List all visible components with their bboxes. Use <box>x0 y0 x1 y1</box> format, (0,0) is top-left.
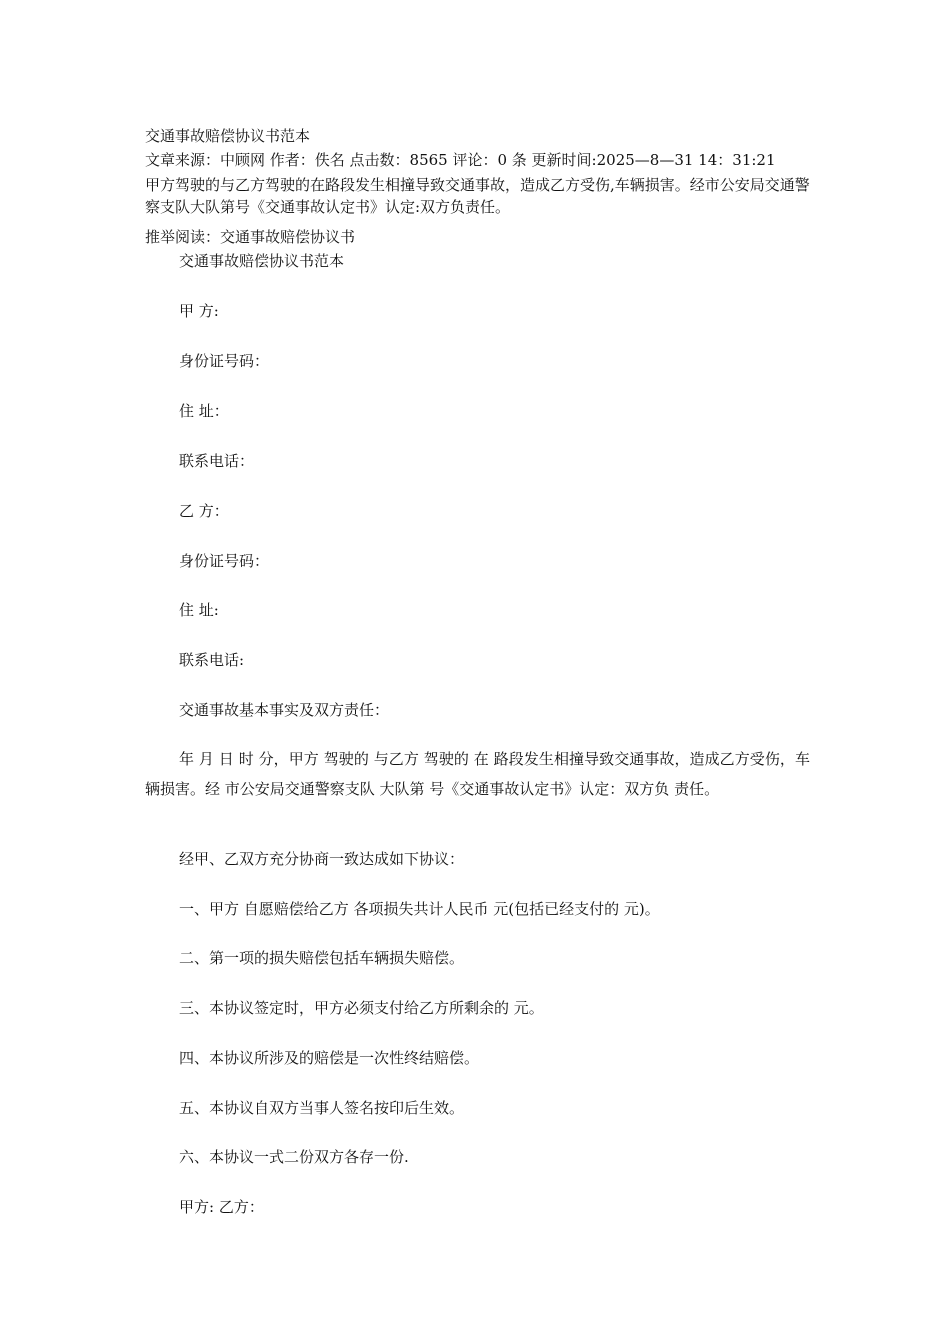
facts-heading: 交通事故基本事实及双方责任： <box>179 701 390 719</box>
clause-3: 三、本协议签定时，甲方必须支付给乙方所剩余的 元。 <box>179 999 544 1017</box>
clause-2: 二、第一项的损失赔偿包括车辆损失赔偿。 <box>179 949 465 967</box>
recommended-link[interactable]: 推举阅读：交通事故赔偿协议书 <box>145 228 356 246</box>
party-a-id-label: 身份证号码： <box>179 352 270 370</box>
article-title: 交通事故赔偿协议书范本 <box>145 127 311 145</box>
party-a-address-label: 住 址： <box>179 402 229 420</box>
article-meta: 文章来源：中顾网 作者：佚名 点击数：8565 评论：0 条 更新时间:2025—8—31 14：31:21 <box>145 151 776 169</box>
clause-5: 五、本协议自双方当事人签名按印后生效。 <box>179 1099 465 1117</box>
party-a-label: 甲 方: <box>179 302 219 320</box>
document-title: 交通事故赔偿协议书范本 <box>179 252 345 270</box>
party-b-label: 乙 方： <box>179 502 229 520</box>
party-a-phone-label: 联系电话： <box>179 452 255 470</box>
signature-line: 甲方: 乙方： <box>179 1198 264 1216</box>
party-b-address-label: 住 址: <box>179 601 219 619</box>
facts-paragraph: 年 月 日 时 分，甲方 驾驶的 与乙方 驾驶的 在 路段发生相撞导致交通事故，造成乙方受伤，车辆损害。经 市公安局交通警察支队 大队第 号《交通事故认定书》认定：双方负 责任。 <box>145 750 810 798</box>
clause-1: 一、甲方 自愿赔偿给乙方 各项损失共计人民币 元(包括已经支付的 元)。 <box>179 900 660 918</box>
article-summary: 甲方驾驶的与乙方驾驶的在路段发生相撞导致交通事故，造成乙方受伤,车辆损害。经市公安局交通警察支队大队第号《交通事故认定书》认定:双方负责任。 <box>145 176 810 216</box>
clause-4: 四、本协议所涉及的赔偿是一次性终结赔偿。 <box>179 1049 480 1067</box>
agreement-intro: 经甲、乙双方充分协商一致达成如下协议： <box>179 850 465 868</box>
clause-6: 六、本协议一式二份双方各存一份. <box>179 1148 409 1166</box>
party-b-phone-label: 联系电话: <box>179 651 245 669</box>
party-b-id-label: 身份证号码： <box>179 552 270 570</box>
